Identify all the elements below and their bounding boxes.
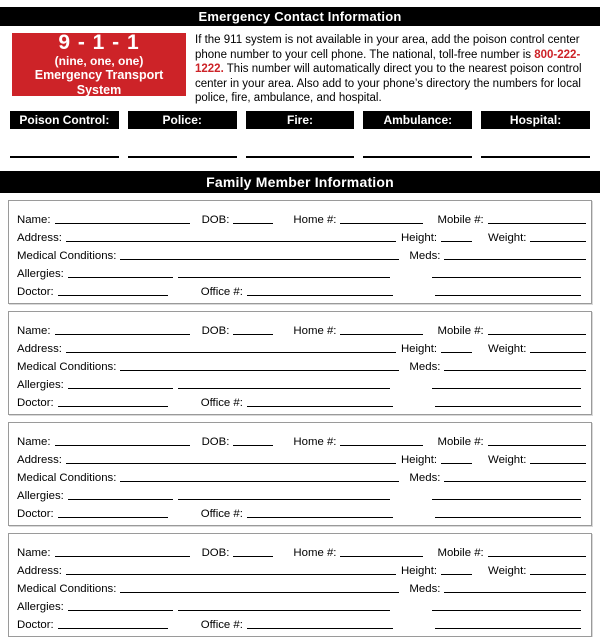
dob-label: DOB: bbox=[201, 547, 230, 559]
address-row bbox=[17, 338, 586, 356]
address-row bbox=[17, 227, 586, 245]
weight-line[interactable] bbox=[530, 352, 586, 353]
office-phone-line[interactable] bbox=[247, 517, 393, 518]
doctor-line[interactable] bbox=[58, 628, 168, 629]
poison-control-write-in-line[interactable] bbox=[10, 156, 119, 158]
allergies-continuation-line[interactable] bbox=[178, 499, 390, 500]
medical-conditions-label: Medical Conditions: bbox=[17, 361, 117, 373]
meds-line[interactable] bbox=[444, 259, 586, 260]
meds-line[interactable] bbox=[444, 370, 586, 371]
ambulance-label-box: Ambulance: bbox=[363, 111, 472, 129]
medical-conditions-line[interactable] bbox=[120, 370, 399, 371]
height-line[interactable] bbox=[441, 241, 472, 242]
medical-conditions-line[interactable] bbox=[120, 481, 399, 482]
height-line[interactable] bbox=[441, 574, 472, 575]
name-row bbox=[17, 320, 586, 338]
medical-conditions-row bbox=[17, 467, 586, 485]
name-line[interactable] bbox=[55, 334, 190, 335]
instructions-text-before: If the 911 system is not available in your area, add the poison control center phone number to your cell phone. The national, toll-free number is bbox=[195, 34, 580, 61]
weight-line[interactable] bbox=[530, 241, 586, 242]
weight-line[interactable] bbox=[530, 574, 586, 575]
allergies-label: Allergies: bbox=[17, 490, 64, 502]
mobile-phone-line[interactable] bbox=[488, 223, 586, 224]
meds-line[interactable] bbox=[444, 592, 586, 593]
home-phone-label: Home #: bbox=[293, 436, 337, 448]
doctor-row bbox=[17, 392, 586, 410]
medical-conditions-row bbox=[17, 578, 586, 596]
weight-label: Weight: bbox=[488, 343, 527, 355]
allergies-continuation-line[interactable] bbox=[178, 388, 390, 389]
911-phonetic: (nine, one, one) bbox=[54, 54, 144, 68]
height-line[interactable] bbox=[441, 352, 472, 353]
allergies-row bbox=[17, 263, 586, 281]
doctor-row bbox=[17, 281, 586, 299]
medical-conditions-label: Medical Conditions: bbox=[17, 250, 117, 262]
office-phone-label: Office #: bbox=[200, 619, 243, 631]
family-member-block bbox=[8, 311, 592, 415]
home-phone-line[interactable] bbox=[340, 445, 423, 446]
home-phone-label: Home #: bbox=[293, 214, 337, 226]
home-phone-line[interactable] bbox=[340, 556, 423, 557]
medical-conditions-label: Medical Conditions: bbox=[17, 583, 117, 595]
address-label: Address: bbox=[17, 232, 62, 244]
doctor-line[interactable] bbox=[58, 517, 168, 518]
allergies-line[interactable] bbox=[68, 499, 173, 500]
doctor-label: Doctor: bbox=[17, 286, 54, 298]
weight-label: Weight: bbox=[488, 232, 527, 244]
height-line[interactable] bbox=[441, 463, 472, 464]
allergies-continuation-line[interactable] bbox=[178, 610, 390, 611]
family-member-title: Family Member Information bbox=[206, 174, 394, 190]
home-phone-line[interactable] bbox=[340, 223, 423, 224]
doctor-label: Doctor: bbox=[17, 508, 54, 520]
name-line[interactable] bbox=[55, 223, 190, 224]
911-number: 9 - 1 - 1 bbox=[58, 31, 140, 54]
dob-line[interactable] bbox=[233, 445, 273, 446]
address-label: Address: bbox=[17, 343, 62, 355]
office-phone-label: Office #: bbox=[200, 397, 243, 409]
fire-label-box: Fire: bbox=[246, 111, 355, 129]
allergies-line[interactable] bbox=[68, 610, 173, 611]
allergies-row bbox=[17, 374, 586, 392]
address-row bbox=[17, 449, 586, 467]
medical-conditions-label: Medical Conditions: bbox=[17, 472, 117, 484]
address-line[interactable] bbox=[66, 241, 396, 242]
medical-conditions-line[interactable] bbox=[120, 259, 399, 260]
dob-label: DOB: bbox=[201, 436, 230, 448]
meds-continuation-line[interactable] bbox=[432, 277, 581, 278]
office-phone-line[interactable] bbox=[247, 406, 393, 407]
meds-line[interactable] bbox=[444, 481, 586, 482]
family-member-block bbox=[8, 422, 592, 526]
meds-continuation-line-2[interactable] bbox=[435, 406, 581, 407]
home-phone-label: Home #: bbox=[293, 325, 337, 337]
hospital-label-box: Hospital: bbox=[481, 111, 590, 129]
911-caption: Emergency Transport System bbox=[34, 68, 164, 97]
office-phone-line[interactable] bbox=[247, 628, 393, 629]
hospital-write-in-line[interactable] bbox=[481, 156, 590, 158]
doctor-row bbox=[17, 614, 586, 632]
allergies-line[interactable] bbox=[68, 277, 173, 278]
name-label: Name: bbox=[17, 214, 51, 226]
meds-label: Meds: bbox=[409, 583, 441, 595]
mobile-phone-label: Mobile #: bbox=[437, 325, 484, 337]
weight-label: Weight: bbox=[488, 565, 527, 577]
emergency-contacts-write-in-row bbox=[10, 156, 590, 158]
allergies-label: Allergies: bbox=[17, 268, 64, 280]
name-label: Name: bbox=[17, 436, 51, 448]
allergies-label: Allergies: bbox=[17, 379, 64, 391]
meds-continuation-line-2[interactable] bbox=[435, 517, 581, 518]
meds-label: Meds: bbox=[409, 250, 441, 262]
instructions-paragraph bbox=[195, 33, 597, 105]
office-phone-label: Office #: bbox=[200, 286, 243, 298]
medical-conditions-line[interactable] bbox=[120, 592, 399, 593]
dob-label: DOB: bbox=[201, 214, 230, 226]
home-phone-label: Home #: bbox=[293, 547, 337, 559]
911-red-box bbox=[12, 33, 186, 96]
height-label: Height: bbox=[400, 454, 438, 466]
poison-control-label-box: Poison Control: bbox=[10, 111, 119, 129]
emergency-contacts-label-row bbox=[10, 111, 590, 129]
doctor-line[interactable] bbox=[58, 295, 168, 296]
family-member-block bbox=[8, 533, 592, 637]
medical-conditions-row bbox=[17, 356, 586, 374]
address-label: Address: bbox=[17, 454, 62, 466]
meds-continuation-line-2[interactable] bbox=[435, 628, 581, 629]
name-line[interactable] bbox=[55, 445, 190, 446]
doctor-label: Doctor: bbox=[17, 397, 54, 409]
mobile-phone-label: Mobile #: bbox=[437, 547, 484, 559]
dob-label: DOB: bbox=[201, 325, 230, 337]
meds-continuation-line[interactable] bbox=[432, 610, 581, 611]
family-member-block bbox=[8, 200, 592, 304]
mobile-phone-label: Mobile #: bbox=[437, 214, 484, 226]
meds-continuation-line[interactable] bbox=[432, 499, 581, 500]
meds-continuation-line[interactable] bbox=[432, 388, 581, 389]
poison-control-phone-number: 800-222-1222. bbox=[195, 48, 581, 75]
fire-write-in-line[interactable] bbox=[246, 156, 355, 158]
address-label: Address: bbox=[17, 565, 62, 577]
office-phone-label: Office #: bbox=[200, 508, 243, 520]
emergency-contact-title: Emergency Contact Information bbox=[198, 9, 402, 24]
allergies-line[interactable] bbox=[68, 388, 173, 389]
doctor-row bbox=[17, 503, 586, 521]
allergies-continuation-line[interactable] bbox=[178, 277, 390, 278]
office-phone-line[interactable] bbox=[247, 295, 393, 296]
address-line[interactable] bbox=[66, 463, 396, 464]
ambulance-write-in-line[interactable] bbox=[363, 156, 472, 158]
mobile-phone-line[interactable] bbox=[488, 556, 586, 557]
height-label: Height: bbox=[400, 232, 438, 244]
mobile-phone-label: Mobile #: bbox=[437, 436, 484, 448]
meds-label: Meds: bbox=[409, 472, 441, 484]
meds-continuation-line-2[interactable] bbox=[435, 295, 581, 296]
dob-line[interactable] bbox=[233, 223, 273, 224]
instructions-text-after: This number will automatically direct you to the nearest poison control center in your area. Also add to your phone’s directory the numbers for local police, fire, ambulance, and hospital. bbox=[195, 63, 582, 104]
family-member-header-bar bbox=[0, 171, 600, 193]
meds-label: Meds: bbox=[409, 361, 441, 373]
name-row bbox=[17, 431, 586, 449]
weight-line[interactable] bbox=[530, 463, 586, 464]
address-row bbox=[17, 560, 586, 578]
name-label: Name: bbox=[17, 547, 51, 559]
medical-conditions-row bbox=[17, 245, 586, 263]
home-phone-line[interactable] bbox=[340, 334, 423, 335]
address-line[interactable] bbox=[66, 352, 396, 353]
doctor-line[interactable] bbox=[58, 406, 168, 407]
allergies-row bbox=[17, 485, 586, 503]
name-row bbox=[17, 542, 586, 560]
mobile-phone-line[interactable] bbox=[488, 334, 586, 335]
name-label: Name: bbox=[17, 325, 51, 337]
intro-section bbox=[12, 33, 600, 105]
police-write-in-line[interactable] bbox=[128, 156, 237, 158]
dob-line[interactable] bbox=[233, 556, 273, 557]
allergies-row bbox=[17, 596, 586, 614]
height-label: Height: bbox=[400, 343, 438, 355]
mobile-phone-line[interactable] bbox=[488, 445, 586, 446]
allergies-label: Allergies: bbox=[17, 601, 64, 613]
name-row bbox=[17, 209, 586, 227]
dob-line[interactable] bbox=[233, 334, 273, 335]
doctor-label: Doctor: bbox=[17, 619, 54, 631]
address-line[interactable] bbox=[66, 574, 396, 575]
height-label: Height: bbox=[400, 565, 438, 577]
name-line[interactable] bbox=[55, 556, 190, 557]
police-label-box: Police: bbox=[128, 111, 237, 129]
weight-label: Weight: bbox=[488, 454, 527, 466]
emergency-contact-header-bar bbox=[0, 7, 600, 26]
